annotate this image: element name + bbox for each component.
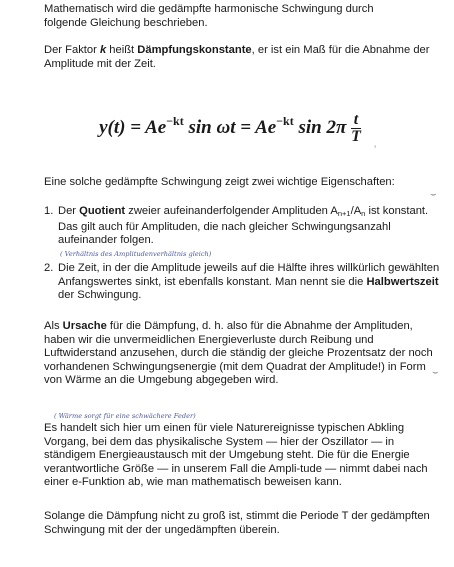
formula-lhs: y(t) = Ae: [99, 117, 167, 138]
fraction-numerator: t: [351, 112, 361, 129]
subscript-n-plus-1: n+1: [337, 209, 351, 218]
factor-paragraph: [44, 44, 444, 71]
item1-text-post: ist konstant. Das gilt auch für Amplituden, die nach gleicher Schwingungsanzahl aufeinander folgen.: [58, 205, 429, 247]
item1-text-mid: zweier aufeinanderfolgender Amplituden A: [125, 205, 338, 217]
list-number: 1.: [44, 205, 54, 217]
intro-line-1: Mathematisch wird die gedämpfte harmonische Schwingung durch: [44, 3, 374, 15]
property-item-quotient: [44, 205, 444, 248]
factor-text-post: , er ist ein Maß für die Abnahme der Amplitude mit der Zeit.: [44, 44, 430, 70]
item2-text-pre: Die Zeit, in der die Amplitude jeweils auf die Hälfte ihres willkürlich gewählten Anfangswertes sinkt, ist ebenfalls konstant. Man nennt sie die: [58, 262, 440, 288]
formula-exponent-2: −kt: [276, 114, 294, 128]
list-number: 2.: [44, 262, 54, 274]
intro-line-2: folgende Gleichung beschrieben.: [44, 16, 208, 29]
nature-paragraph: Es handelt sich hier um einen für viele Naturereignisse typischen Abkling Vorgang, bei dem das physikalische System — hier der Oszillator — in ständigem Energieaustausch mit der Umgebung steht. Die für die Energie verantwortliche Größe — in unserem Fall die Ampli-tude — nimmt dabei nach einer e-Funktion ab, wie man mathematisch beweisen kann.: [44, 422, 428, 489]
factor-text-pre: Der Faktor: [44, 44, 100, 56]
item1-text-mid2: /A: [350, 205, 362, 217]
formula-exponent-1: −kt: [166, 114, 184, 128]
property-item-half-life: [44, 262, 444, 303]
formula-fraction: [351, 112, 361, 145]
scan-mark-curve-2: ⌣: [432, 367, 439, 378]
item1-text-pre: Der: [58, 205, 80, 217]
formula-sin-1: sin ωt = Ae: [183, 117, 277, 138]
damped-oscillation-formula: [40, 98, 420, 144]
period-paragraph: Solange die Dämpfung nicht zu groß ist, stimmt die Periode T der gedämpften Schwingung mit der der ungedämpften überein.: [44, 510, 430, 536]
properties-list: [44, 205, 444, 248]
properties-list-2: [44, 262, 444, 303]
handwritten-note-heat: ( Wärme sorgt für eine schwächere Feder): [54, 412, 196, 420]
cause-text-post: für die Dämpfung, d. h. also für die Abnahme der Amplituden, haben wir die unvermeidlichen Energieverluste durch Reibung und Luftwiderstand anzusehen, durch die ständig der gleiche Prozentsatz der noch vorhandenen Schwingungsenergie (mit dem Quadrat der Amplitude!) in Form von Wärme an die Umgebung abgegeben wird.: [44, 320, 433, 387]
quotient-term: Quotient: [79, 205, 126, 217]
properties-intro: Eine solche gedämpfte Schwingung zeigt zwei wichtige Eigenschaften:: [44, 176, 395, 188]
item2-text-post: der Schwingung.: [58, 289, 142, 302]
intro-paragraph: [44, 3, 444, 30]
subscript-n: n: [361, 209, 366, 218]
half-life-term: Halbwertszeit: [366, 275, 439, 288]
factor-symbol: k: [99, 44, 107, 56]
cause-term: Ursache: [62, 320, 107, 332]
cause-paragraph: [44, 320, 444, 388]
cause-text-pre: Als: [44, 320, 63, 332]
formula-sin-2: sin 2π: [293, 117, 347, 138]
handwritten-note-ratio: ( Verhältnis des Amplitudenverhältnis gleich): [60, 250, 212, 258]
scan-mark: ʼ: [374, 145, 377, 156]
factor-text-mid: heißt: [106, 44, 138, 56]
fraction-denominator: T: [351, 128, 361, 146]
scan-mark-curve: ⌣: [430, 189, 437, 200]
damping-constant-term: Dämpfungskonstante: [137, 44, 252, 56]
